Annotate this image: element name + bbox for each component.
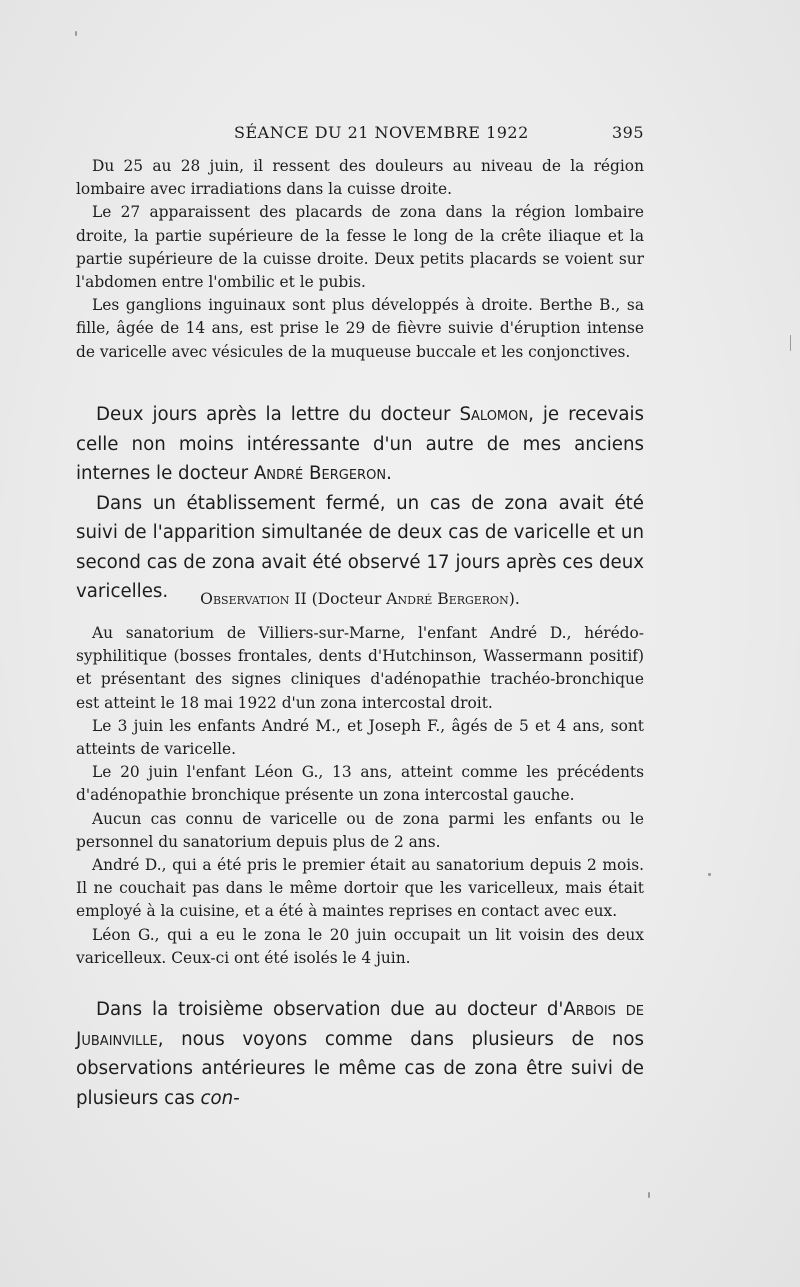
scan-speck [648, 1192, 650, 1198]
case-notes-continuation [76, 155, 644, 364]
author-name: Salomon [459, 404, 529, 425]
paragraph: André D., qui a été pris le premier était au sanatorium depuis 2 mois. Il ne couchait pas dans le même dortoir que les varicelleux, mais était employé à la cuisine, et a été à maintes reprises en contact avec eux. [76, 856, 644, 921]
paragraph: Du 25 au 28 juin, il ressent des douleurs au niveau de la région lombaire avec irradiations dans la cuisse droite. [76, 157, 644, 199]
running-title: SÉANCE DU 21 NOVEMBRE 1922 [234, 123, 529, 142]
main-text-section [76, 400, 644, 607]
bottom-section [76, 995, 644, 1113]
observation-heading: Observation II (Docteur André Bergeron). [200, 590, 520, 608]
paragraph-salomon: Deux jours après la lettre du docteur Salomon, je recevais celle non moins intéressante d'un autre de mes anciens internes le docteur André Bergeron. [76, 404, 644, 484]
paragraph: Le 20 juin l'enfant Léon G., 13 ans, atteint comme les précédents d'adénopathie bronchique présente un zona intercostal gauche. [76, 763, 644, 805]
paragraph: Les ganglions inguinaux sont plus développés à droite. Berthe B., sa fille, âgée de 14 ans, est prise le 29 de fièvre suivie d'éruption intense de varicelle avec vésicules de la muqueuse buccale et les conjonctives. [76, 296, 644, 361]
paragraph: Au sanatorium de Villiers-sur-Marne, l'enfant André D., hérédo-syphilitique (bosses frontales, dents d'Hutchinson, Wassermann positif) et présentant des signes cliniques d'adénopathie trachéo-bronchique est atteint le 18 mai 1922 d'un zona intercostal droit. [76, 624, 644, 712]
observation-body [76, 622, 644, 970]
author-name: Arbois de Jubainville [76, 999, 644, 1050]
paragraph: Léon G., qui a eu le zona le 20 juin occupait un lit voisin des deux varicelleux. Ceux-ci ont été isolés le 4 juin. [76, 925, 644, 967]
scan-speck [790, 335, 791, 351]
author-name: André Bergeron [386, 590, 509, 608]
page-number: 395 [611, 123, 644, 142]
paragraph-etablissement: Dans un établissement fermé, un cas de zona avait été suivi de l'apparition simultanée de deux cas de varicelle et un second cas de zona avait été observé 17 jours après ces deux varicelles. [76, 492, 644, 602]
hyphenated-word: con- [200, 1087, 240, 1109]
paragraph: Aucun cas connu de varicelle ou de zona parmi les enfants ou le personnel du sanatorium depuis plus de 2 ans. [76, 809, 644, 851]
paragraph-arbois: Dans la troisième observation due au docteur d'Arbois de Jubainville, nous voyons comme dans plusieurs de nos observations antérieures le même cas de zona être suivi de plusieurs cas con- [76, 999, 644, 1109]
paragraph: Le 3 juin les enfants André M., et Joseph F., âgés de 5 et 4 ans, sont atteints de varicelle. [76, 716, 644, 759]
scan-speck [75, 31, 77, 36]
author-name: André Bergeron [253, 463, 387, 484]
paragraph: Le 27 apparaissent des placards de zona dans la région lombaire droite, la partie supérieure de la fesse le long de la crête iliaque et la partie supérieure de la cuisse droite. Deux petits placards se voient sur l'abdomen entre l'ombilic et le pubis. [76, 203, 644, 292]
scan-speck [708, 873, 711, 876]
